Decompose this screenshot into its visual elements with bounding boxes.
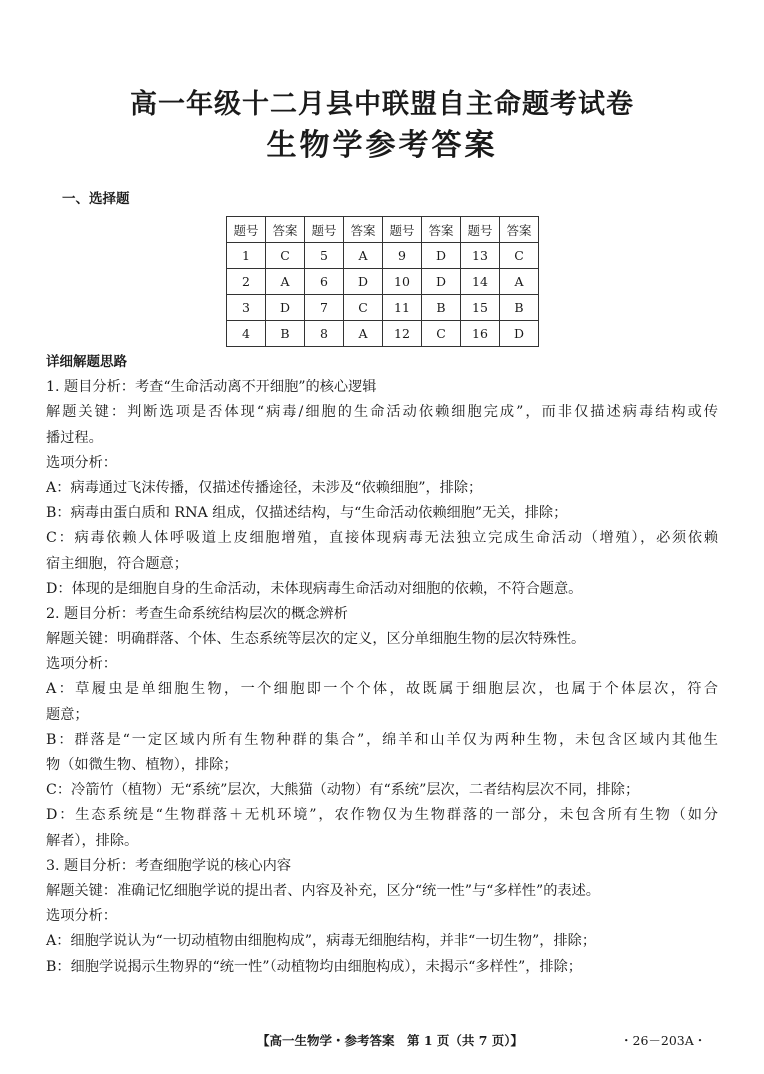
text-line: B：细胞学说揭示生物界的“统一性”（动植物均由细胞构成），未揭示“多样性”，排除；	[46, 958, 582, 975]
text-line: C：冷箭竹（植物）无“系统”层次，大熊猫（动物）有“系统”层次，二者结构层次不同，排除；	[46, 782, 640, 799]
text-line: D：体现的是细胞自身的生命活动，未体现病毒生命活动对细胞的依赖，不符合题意。	[46, 580, 583, 597]
text-line: A：病毒通过飞沫传播，仅描述传播途径，未涉及“依赖细胞”，排除；	[46, 479, 483, 496]
table-header-cell: 答案	[422, 217, 461, 243]
table-cell: D	[344, 269, 383, 295]
text-line: 题意；	[46, 706, 89, 723]
text-line: 宿主细胞，符合题意；	[46, 555, 188, 572]
table-cell: B	[266, 321, 305, 347]
text-line: 解者），排除。	[46, 832, 139, 849]
text-line: 3. 题目分析：考查细胞学说的核心内容	[46, 857, 292, 874]
text-line: 播过程。	[46, 429, 103, 446]
table-cell: A	[344, 321, 383, 347]
table-cell: A	[344, 243, 383, 269]
table-cell: 13	[461, 243, 500, 269]
text-line: 选项分析：	[46, 908, 117, 925]
footer-code: ・26－203A・	[620, 1033, 707, 1048]
table-cell: 10	[383, 269, 422, 295]
table-cell: D	[422, 243, 461, 269]
text-line: 1. 题目分析：考查“生命活动离不开细胞”的核心逻辑	[46, 379, 377, 396]
table-cell: 16	[461, 321, 500, 347]
table-cell: 3	[227, 295, 266, 321]
solution-explanations	[46, 350, 718, 980]
answer-subtitle: 生物学参考答案	[266, 128, 498, 163]
table-row	[227, 295, 539, 321]
table-cell: B	[422, 295, 461, 321]
table-header-cell: 题号	[305, 217, 344, 243]
table-header-row	[227, 217, 539, 243]
text-line: D：生态系统是“生物群落＋无机环境”，农作物仅为生物群落的一部分，未包含所有生物（如分	[46, 807, 718, 824]
table-cell: A	[500, 269, 539, 295]
table-header-cell: 答案	[500, 217, 539, 243]
text-line: B：病毒由蛋白质和 RNA 组成，仅描述结构，与“生命活动依赖细胞”无关，排除；	[46, 505, 568, 522]
table-cell: D	[266, 295, 305, 321]
table-header-cell: 答案	[344, 217, 383, 243]
table-cell: 9	[383, 243, 422, 269]
table-cell: 6	[305, 269, 344, 295]
table-cell: C	[422, 321, 461, 347]
text-line: C：病毒依赖人体呼吸道上皮细胞增殖，直接体现病毒无法独立完成生命活动（增殖），必须依赖	[46, 530, 718, 547]
table-cell: D	[500, 321, 539, 347]
table-cell: 8	[305, 321, 344, 347]
table-cell: C	[266, 243, 305, 269]
table-cell: 12	[383, 321, 422, 347]
text-line: 选项分析：	[46, 454, 117, 471]
table-header-cell: 题号	[227, 217, 266, 243]
subsection-heading: 详细解题思路	[46, 354, 127, 370]
footer-page-info: 【高一生物学・参考答案 第 1 页（共 7 页）】	[257, 1033, 524, 1048]
text-line: 物（如微生物、植物），排除；	[46, 757, 238, 773]
text-line: 解题关键：判断选项是否体现“病毒/细胞的生命活动依赖细胞完成”，而非仅描述病毒结构或传	[46, 404, 718, 421]
table-cell: B	[500, 295, 539, 321]
table-cell: 2	[227, 269, 266, 295]
table-cell: 5	[305, 243, 344, 269]
table-row	[227, 243, 539, 269]
text-line: 2. 题目分析：考查生命系统结构层次的概念辨析	[46, 605, 348, 622]
text-line: 解题关键：明确群落、个体、生态系统等层次的定义，区分单细胞生物的层次特殊性。	[46, 631, 586, 648]
table-cell: A	[266, 269, 305, 295]
text-line: B：群落是“一定区域内所有生物种群的集合”，绵羊和山羊仅为两种生物，未包含区域内其他生	[46, 731, 718, 748]
table-cell: C	[344, 295, 383, 321]
table-cell: 1	[227, 243, 266, 269]
table-cell: D	[422, 269, 461, 295]
table-cell: 11	[383, 295, 422, 321]
text-line: 解题关键：准确记忆细胞学说的提出者、内容及补充，区分“统一性”与“多样性”的表述。	[46, 882, 600, 899]
table-cell: C	[500, 243, 539, 269]
exam-title: 高一年级十二月县中联盟自主命题考试卷	[130, 89, 634, 120]
text-line: 选项分析：	[46, 656, 117, 673]
answer-table	[226, 216, 539, 347]
table-header-cell: 题号	[461, 217, 500, 243]
section-heading: 一、选择题	[62, 191, 130, 207]
table-row	[227, 269, 539, 295]
text-line: A：细胞学说认为“一切动植物由细胞构成”，病毒无细胞结构，并非“一切生物”，排除；	[46, 933, 597, 950]
table-row	[227, 321, 539, 347]
table-cell: 7	[305, 295, 344, 321]
table-cell: 15	[461, 295, 500, 321]
table-cell: 14	[461, 269, 500, 295]
table-header-cell: 答案	[266, 217, 305, 243]
table-header-cell: 题号	[383, 217, 422, 243]
text-line: A：草履虫是单细胞生物，一个细胞即一个个体，故既属于细胞层次，也属于个体层次，符合	[46, 681, 718, 698]
table-cell: 4	[227, 321, 266, 347]
